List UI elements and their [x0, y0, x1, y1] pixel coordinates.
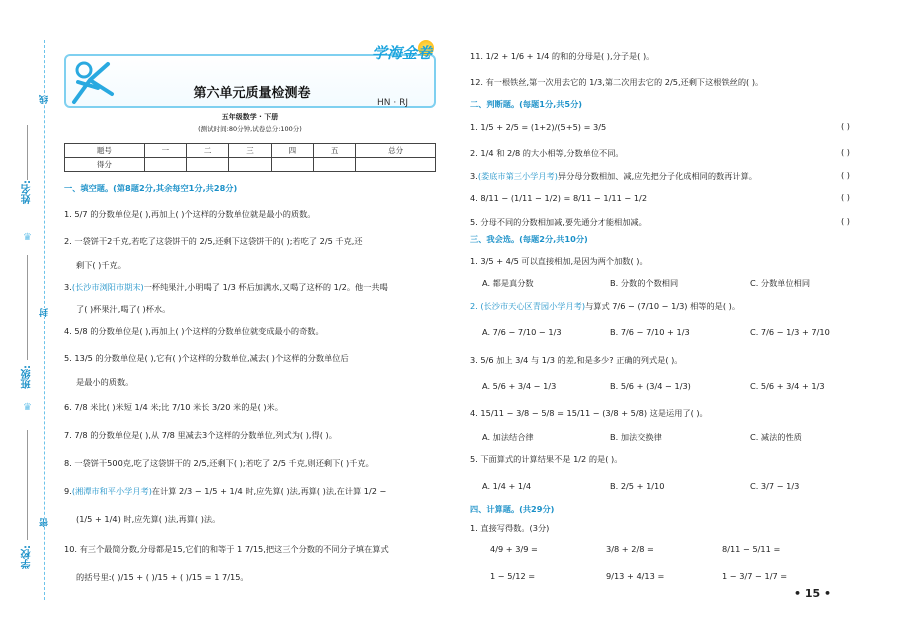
choice-option[interactable]: A. 7/6 − 7/10 − 1/3	[482, 327, 562, 337]
school-label: 学校:	[22, 545, 33, 569]
exam-title: 第六单元质量检测卷	[193, 86, 311, 101]
exam-header	[64, 44, 436, 138]
crown-icon: ♛	[23, 402, 32, 413]
seal-mark-seal: 封	[40, 308, 50, 317]
choice-2	[470, 300, 740, 312]
question-text: 在计算 2/3 − 1/5 + 1/4 时,应先算( )法,再算( )法,在计算 1/2 −	[151, 486, 387, 496]
choice-1: 1. 3/5 + 4/5 可以直接相加,是因为两个加数( )。	[470, 256, 648, 266]
score-input-cell[interactable]	[229, 158, 271, 172]
answer-paren[interactable]: ( )	[841, 170, 850, 180]
calc-item: 4/9 + 3/9 =	[490, 544, 538, 554]
choice-option[interactable]: A. 加法结合律	[482, 432, 534, 442]
answer-paren[interactable]: ( )	[841, 121, 850, 131]
judge-3: 3.(娄底市第三小学月考)异分母分数相加、减,应先把分子化成相同的数再计算。	[470, 171, 757, 181]
question-3a: 3.(长沙市浏阳市期末)一杯纯果汁,小明喝了 1/3 杯后加满水,又喝了这杯的 1/2。他一共喝	[64, 282, 388, 292]
calc-item: 1 − 5/12 =	[490, 571, 536, 581]
choice-option[interactable]: B. 5/6 + (3/4 − 1/3)	[610, 381, 691, 391]
choice-option[interactable]: A. 都是真分数	[482, 278, 534, 288]
section-heading-fill: 一、填空题。(第8题2分,其余每空1分,共28分)	[64, 183, 238, 193]
choice-3: 3. 5/6 加上 3/4 与 1/3 的差,和是多少? 正确的列式是( )。	[470, 355, 683, 365]
question-source: (湘潭市和平小学月考)	[71, 486, 152, 496]
calc-item: 8/11 − 5/11 =	[722, 544, 781, 554]
question-2b: 剩下( )千克。	[76, 260, 126, 270]
question-9b: (1/5 + 1/4) 时,应先算( )法,再算( )法。	[76, 514, 221, 524]
calc-item: 3/8 + 2/8 =	[606, 544, 654, 554]
class-write-line	[27, 255, 28, 360]
question-2a: 2. 一袋饼干2千克,若吃了这袋饼干的 2/5,还剩下这袋饼干的( );若吃了 2/5 千克,还	[64, 236, 363, 246]
exam-subtitle: 五年级数学 · 下册	[221, 113, 279, 121]
question-6: 6. 7/8 米比( )米短 1/4 米;比 7/10 米长 3/20 米的是( )米。	[64, 402, 283, 412]
question-4: 4. 5/8 的分数单位是( ),再加上( )个这样的分数单位就变成最小的奇数。	[64, 326, 324, 336]
question-5b: 是最小的质数。	[76, 377, 134, 387]
question-text: 与算式 7/6 − (7/10 − 1/3) 相等的是( )。	[585, 301, 741, 311]
seal-mark-line: 线	[40, 95, 50, 104]
judge-1: 1. 1/5 + 2/5 = (1+2)/(5+5) = 3/5	[470, 122, 607, 132]
judge-2: 2. 1/4 和 2/8 的大小相等,分数单位不同。	[470, 148, 624, 158]
question-source: (娄底市第三小学月考)	[477, 171, 558, 181]
choice-option[interactable]: A. 5/6 + 3/4 − 1/3	[482, 381, 557, 391]
question-text: 一杯纯果汁,小明喝了 1/3 杯后加满水,又喝了这杯的 1/2。他一共喝	[143, 282, 388, 292]
question-source: 2. (长沙市天心区青园小学月考)	[470, 301, 586, 311]
table-cell: 题号	[65, 144, 145, 158]
page-number: • 15 •	[794, 587, 832, 600]
section-heading-choice: 三、我会选。(每题2分,共10分)	[470, 234, 588, 244]
choice-option[interactable]: C. 3/7 − 1/3	[750, 481, 800, 491]
calc-item: 9/13 + 4/13 =	[606, 571, 665, 581]
score-table	[64, 143, 436, 172]
score-table-row	[65, 158, 436, 172]
choice-option[interactable]: C. 减法的性质	[750, 432, 802, 442]
judge-4: 4. 8/11 − (1/11 − 1/2) = 8/11 − 1/11 − 1/2	[470, 193, 648, 203]
question-5a: 5. 13/5 的分数单位是( ),它有( )个这样的分数单位,减去( )个这样的分数单位后	[64, 353, 349, 363]
score-input-cell[interactable]	[356, 158, 436, 172]
question-text: 异分母分数相加、减,应先把分子化成相同的数再计算。	[557, 171, 757, 181]
table-cell: 一	[144, 144, 186, 158]
calc-title: 1. 直接写得数。(3分)	[470, 523, 550, 533]
binding-dash-line	[44, 40, 45, 600]
question-8: 8. 一袋饼干500克,吃了这袋饼干的 2/5,还剩下( );若吃了 2/5 千克,则还剩下( )千克。	[64, 458, 374, 468]
table-cell: 得分	[65, 158, 145, 172]
table-cell: 二	[187, 144, 229, 158]
choice-4: 4. 15/11 − 3/8 − 5/8 = 15/11 − (3/8 + 5/8) 这是运用了( )。	[470, 408, 708, 418]
brand-logo: 学海金卷	[371, 44, 432, 62]
choice-option[interactable]: B. 加法交换律	[610, 432, 662, 442]
table-cell: 总分	[356, 144, 436, 158]
choice-option[interactable]: B. 7/6 − 7/10 + 1/3	[610, 327, 690, 337]
exam-info: (测试时间:80分钟,试卷总分:100分)	[198, 125, 302, 133]
choice-option[interactable]: A. 1/4 + 1/4	[482, 481, 532, 491]
seal-mark-secret: 密	[40, 518, 50, 527]
judge-5: 5. 分母不同的分数相加减,要先通分才能相加减。	[470, 217, 647, 227]
score-input-cell[interactable]	[271, 158, 313, 172]
table-cell: 三	[229, 144, 271, 158]
calc-item: 1 − 3/7 − 1/7 =	[722, 571, 788, 581]
binding-margin	[0, 0, 50, 632]
question-1: 1. 5/7 的分数单位是( ),再加上( )个这样的分数单位就是最小的质数。	[64, 209, 316, 219]
name-write-line	[27, 125, 28, 180]
score-input-cell[interactable]	[187, 158, 229, 172]
school-write-line	[27, 430, 28, 540]
score-table-row	[65, 144, 436, 158]
choice-option[interactable]: C. 7/6 − 1/3 + 7/10	[750, 327, 830, 337]
question-10a: 10. 有三个最简分数,分母都是15,它们的和等于 1 7/15,把这三个分数的不同分子填在算式	[64, 544, 389, 554]
answer-paren[interactable]: ( )	[841, 216, 850, 226]
question-3b: 了( )杯果汁,喝了( )杯水。	[76, 304, 171, 314]
choice-option[interactable]: C. 分数单位相同	[750, 278, 811, 288]
answer-paren[interactable]: ( )	[841, 147, 850, 157]
section-heading-calc: 四、计算题。(共29分)	[470, 504, 555, 514]
name-label: 姓名:	[22, 180, 33, 204]
table-cell: 四	[271, 144, 313, 158]
class-label: 班级:	[22, 365, 33, 389]
score-input-cell[interactable]	[144, 158, 186, 172]
crown-icon: ♛	[23, 232, 32, 243]
edition-label: HN · RJ	[377, 98, 408, 108]
answer-paren[interactable]: ( )	[841, 192, 850, 202]
question-10b: 的括号里:( )/15 + ( )/15 + ( )/15 = 1 7/15。	[76, 572, 249, 582]
choice-option[interactable]: C. 5/6 + 3/4 + 1/3	[750, 381, 825, 391]
question-12: 12. 有一根铁丝,第一次用去它的 1/3,第二次用去它的 2/5,还剩下这根铁丝的( )。	[470, 77, 764, 87]
section-heading-judge: 二、判断题。(每题1分,共5分)	[470, 99, 583, 109]
question-9a: 9.(湘潭市和平小学月考)在计算 2/3 − 1/5 + 1/4 时,应先算( )法,再算( )法,在计算 1/2 −	[64, 486, 387, 496]
table-cell: 五	[313, 144, 355, 158]
choice-option[interactable]: B. 分数的个数相同	[610, 278, 679, 288]
choice-option[interactable]: B. 2/5 + 1/10	[610, 481, 665, 491]
score-input-cell[interactable]	[313, 158, 355, 172]
question-7: 7. 7/8 的分数单位是( ),从 7/8 里减去3个这样的分数单位,列式为( ),得( )。	[64, 430, 337, 440]
question-11: 11. 1/2 + 1/6 + 1/4 的和的分母是( ),分子是( )。	[470, 51, 655, 61]
question-source: (长沙市浏阳市期末)	[71, 282, 144, 292]
choice-5: 5. 下面算式的计算结果不是 1/2 的是( )。	[470, 454, 623, 464]
